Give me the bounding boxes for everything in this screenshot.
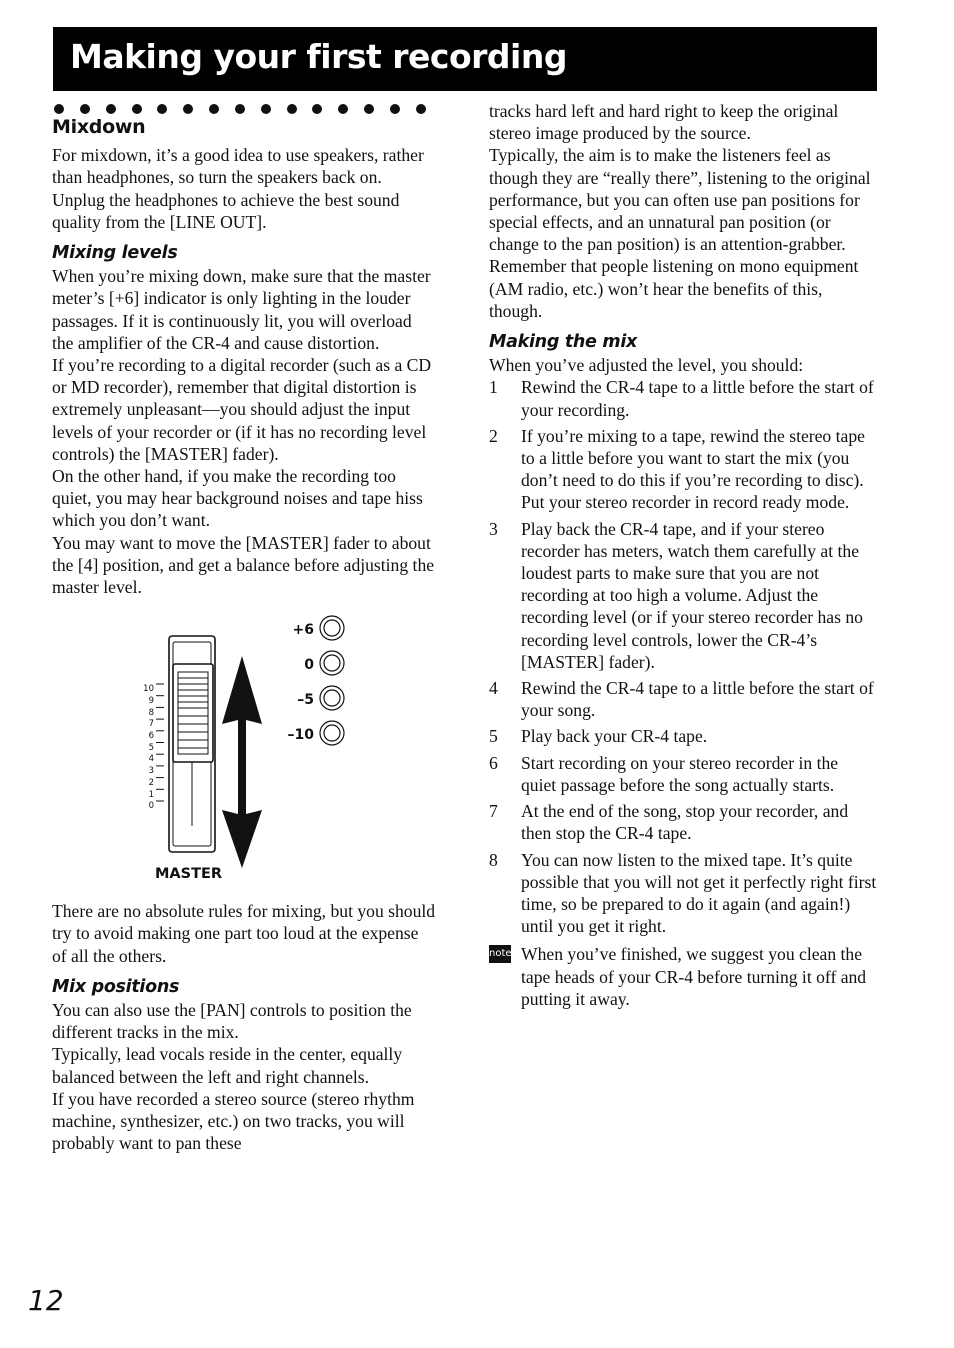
mix-positions-heading: Mix positions — [52, 976, 180, 997]
mixing-levels-paragraph: You may want to move the [MASTER] fader to about the [4] position, and get a balance before adjusting the master level. — [52, 532, 435, 598]
mixing-rules-paragraph: There are no absolute rules for mixing, but you should try to avoid making one part too loud at the expense of all the others. — [52, 901, 436, 966]
list-item: 5 Play back your CR-4 tape. — [489, 726, 708, 747]
mixdown-heading: Mixdown — [52, 116, 146, 138]
making-the-mix-heading: Making the mix — [489, 332, 638, 353]
scale-label: 6 — [148, 731, 154, 742]
list-item: 4 Rewind the CR-4 tape to a little before the start of your song. — [489, 678, 874, 721]
mixing-levels-paragraph: On the other hand, if you make the recording too quiet, you may hear background noises and tape hiss which you don’t want. — [52, 466, 423, 531]
scale-label: 5 — [148, 742, 154, 753]
pan-paragraph: Typically, the aim is to make the listeners feel as though they are “really there”, listening to the original performance, but you can often use pan positions for special effects, and an unnatural pan position (or change to the pan position) is an attention-grabber. Remember that people listening on mono equipment (AM radio, etc.) won’t hear the benefits of this, though. — [489, 145, 871, 321]
meter-label-plus6: +6 — [292, 622, 314, 639]
scale-label: 4 — [148, 754, 154, 765]
mix-positions-paragraph: Typically, lead vocals reside in the center, equally balanced between the left and right channels. — [52, 1044, 403, 1087]
meter-label-0: 0 — [304, 657, 314, 674]
making-the-mix-intro: When you’ve adjusted the level, you should: — [489, 355, 804, 376]
note-icon: note — [489, 945, 511, 963]
list-item: 3 Play back the CR-4 tape, and if your stereo recorder has meters, watch them carefully at the loudest parts to make sure that you are not recording at too high a volume. Adjust the recording level (or if your stereo recorder has no recording level controls, lower the CR-4’s [MASTER] fader). — [489, 518, 863, 672]
mixing-levels-paragraph: If you’re recording to a digital recorder (such as a CD or MD recorder), remember that digital distortion is extremely unpleasant—you should adjust the input levels of your recorder or (if it has no recording level controls) the [MASTER] fader). — [52, 355, 432, 464]
list-item: 8 You can now listen to the mixed tape. It’s quite possible that you will not get it perfectly right first time, so be prepared to do it again (and again!) until you get it right. — [489, 849, 877, 937]
mixing-levels-heading: Mixing levels — [52, 243, 178, 264]
mix-positions-paragraph: You can also use the [PAN] controls to position the different tracks in the mix. — [52, 1000, 412, 1043]
note-text: When you’ve finished, we suggest you clean the tape heads of your CR-4 before turning it off and putting it away. — [521, 944, 867, 1009]
page-title: Making your first recording — [53, 27, 877, 91]
list-item: 6 Start recording on your stereo recorder in the quiet passage before the song actually starts. — [489, 752, 839, 795]
left-column — [52, 104, 436, 1155]
master-fader-figure — [52, 606, 436, 892]
scale-label: 8 — [148, 707, 154, 718]
scale-label: 9 — [148, 695, 154, 706]
mix-steps-list — [489, 376, 877, 937]
scale-label: 3 — [148, 766, 154, 777]
mixdown-paragraph: For mixdown, it’s a good idea to use speakers, rather than headphones, so turn the speakers back on. — [52, 145, 424, 188]
master-fader-label: MASTER — [155, 866, 223, 883]
page-number: 12 — [28, 1284, 64, 1317]
mix-positions-paragraph: If you have recorded a stereo source (stereo rhythm machine, synthesizer, etc.) on two tracks, you will probably want to pan these — [52, 1088, 415, 1154]
mixing-levels-paragraph: When you’re mixing down, make sure that the master meter’s [+6] indicator is only lighting in the louder passages. If it is continuously lit, you will overload the amplifier of the CR-4 and cause distortion. — [52, 266, 431, 353]
meter-label-minus10: –10 — [287, 727, 314, 744]
mixdown-paragraph: Unplug the headphones to achieve the best sound quality from the [LINE OUT]. — [52, 189, 400, 232]
list-item: 7 At the end of the song, stop your recorder, and then stop the CR-4 tape. — [489, 801, 849, 844]
scale-label: 1 — [148, 789, 154, 800]
scale-label: 7 — [148, 719, 154, 730]
pan-paragraph: tracks hard left and hard right to keep the original stereo image produced by the source. — [489, 101, 839, 144]
scale-label: 2 — [148, 777, 154, 788]
scale-label: 0 — [148, 801, 154, 812]
right-column — [489, 100, 877, 1010]
scale-label: 10 — [143, 684, 154, 695]
list-item: 1 Rewind the CR-4 tape to a little before the start of your recording. — [489, 377, 874, 420]
list-item: 2 If you’re mixing to a tape, rewind the stereo tape to a little before you want to start the mix (you don’t need to do this if you’re recording to disc). Put your stereo recorder in record ready mode. — [489, 425, 865, 513]
meter-label-minus5: –5 — [297, 692, 314, 709]
note-block — [489, 943, 877, 1010]
fader-illustration — [52, 606, 436, 892]
section-dots — [54, 104, 426, 114]
